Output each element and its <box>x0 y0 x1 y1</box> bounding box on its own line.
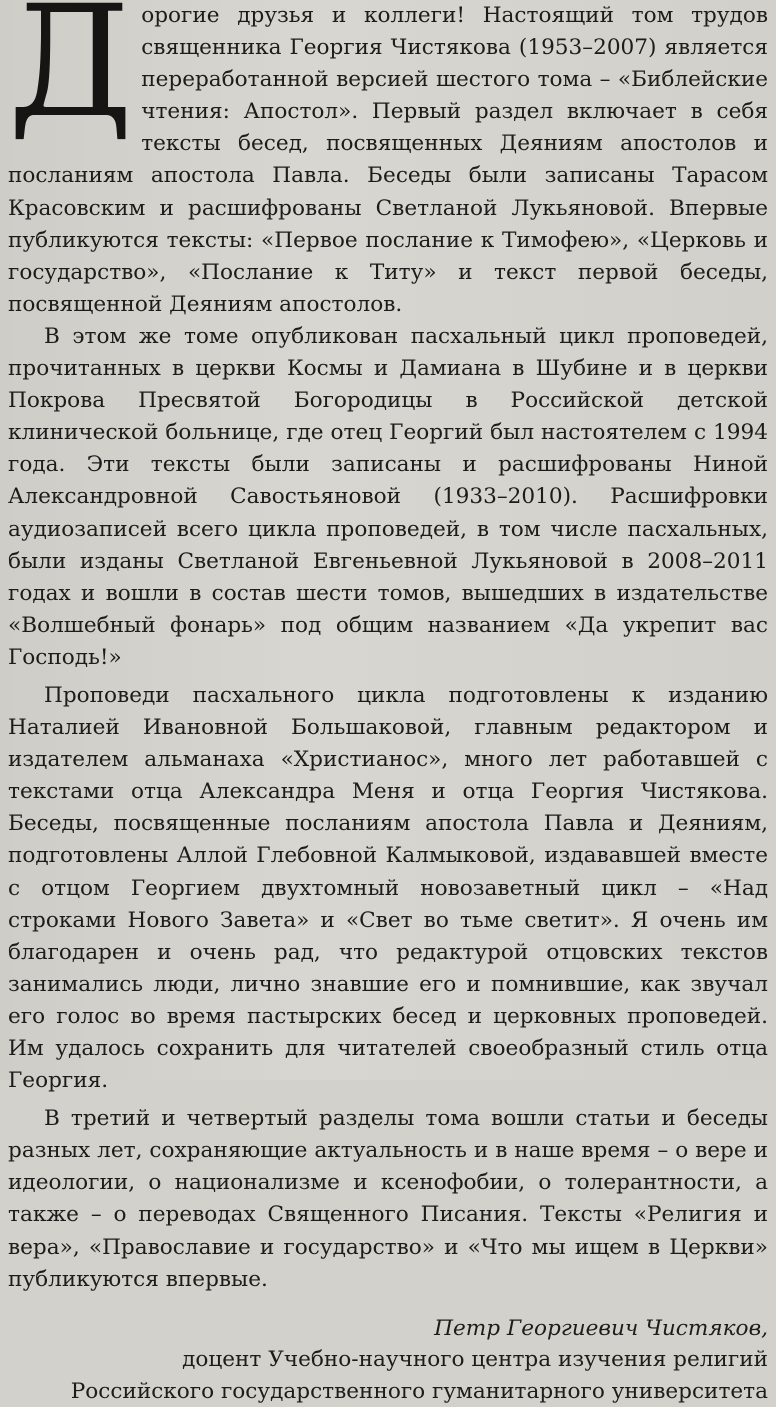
paragraph-2: В этом же томе опубликован пасхальный цикл проповедей, прочитанных в церкви Космы и Дамиана в Шубине и в церкви Покрова Пресвятой Богородицы в Российской детской клинической больнице, где отец Георгий был настоятелем с 1994 года. Эти тексты были записаны и расшифрованы Ниной Александровной Савостьяновой (1933–2010). Расшифровки аудиозаписей всего цикла проповедей, в том числе пасхальных, были изданы Светланой Евгеньевной Лукьяновой в 2008–2011 годах и вошли в состав шести томов, вышедших в издательстве «Волшебный фонарь» под общим названием «Да укрепит вас Господь!» <box>8 323 768 670</box>
author-signature: Петр Георгиевич Чистяков, <box>434 1315 768 1341</box>
paragraph-1: орогие друзья и коллеги! Настоящий том трудов священника Георгия Чистякова (1953–2007) является переработанной версией шестого тома – «Библейские чтения: Апостол». Первый раздел включает в себя тексты бесед, посвященных Деяниям апостолов и посланиям апостола Павла. Беседы были записаны Тарасом Красовским и расшифрованы Светланой Лукьяновой. Впервые публикуются тексты: «Первое послание к Тимофею», «Церковь и государство», «Послание к Титу» и текст первой беседы, посвященной Деяниям апостолов. <box>8 3 768 317</box>
paragraph-3: Проповеди пасхального цикла подготовлены к изданию Наталией Ивановной Большаковой, главным редактором и издателем альманаха «Христианос», много лет работавшей с текстами отца Александра Меня и отца Георгия Чистякова. Беседы, посвященные посланиям апостола Павла и Деяниям, подготовлены Аллой Глебовной Калмыковой, издававшей вместе с отцом Георгием двухтомный новозаветный цикл – «Над строками Нового Завета» и «Свет во тьме светит». Я очень им благодарен и очень рад, что редактурой отцовских текстов занимались люди, лично знавшие его и помнившие, как звучал его голос во время пастырских бесед и церковных проповедей. Им удалось сохранить для читателей своеобразный стиль отца Георгия. <box>8 682 768 1094</box>
author-title <box>8 1344 768 1407</box>
author-title-line-2: Российского государственного гуманитарного университета <box>70 1378 768 1404</box>
paragraph-4: В третий и четвертый разделы тома вошли статьи и беседы разных лет, сохраняющие актуальность и в наше время – о вере и идеологии, о национализме и ксенофобии, о толерантности, а также – о переводах Священного Писания. Тексты «Религия и вера», «Православие и государство» и «Что мы ищем в Церкви» публикуются впервые. <box>8 1106 768 1292</box>
drop-cap: Д <box>8 0 134 152</box>
author-title-line-1: доцент Учебно-научного центра изучения религий <box>182 1347 768 1373</box>
